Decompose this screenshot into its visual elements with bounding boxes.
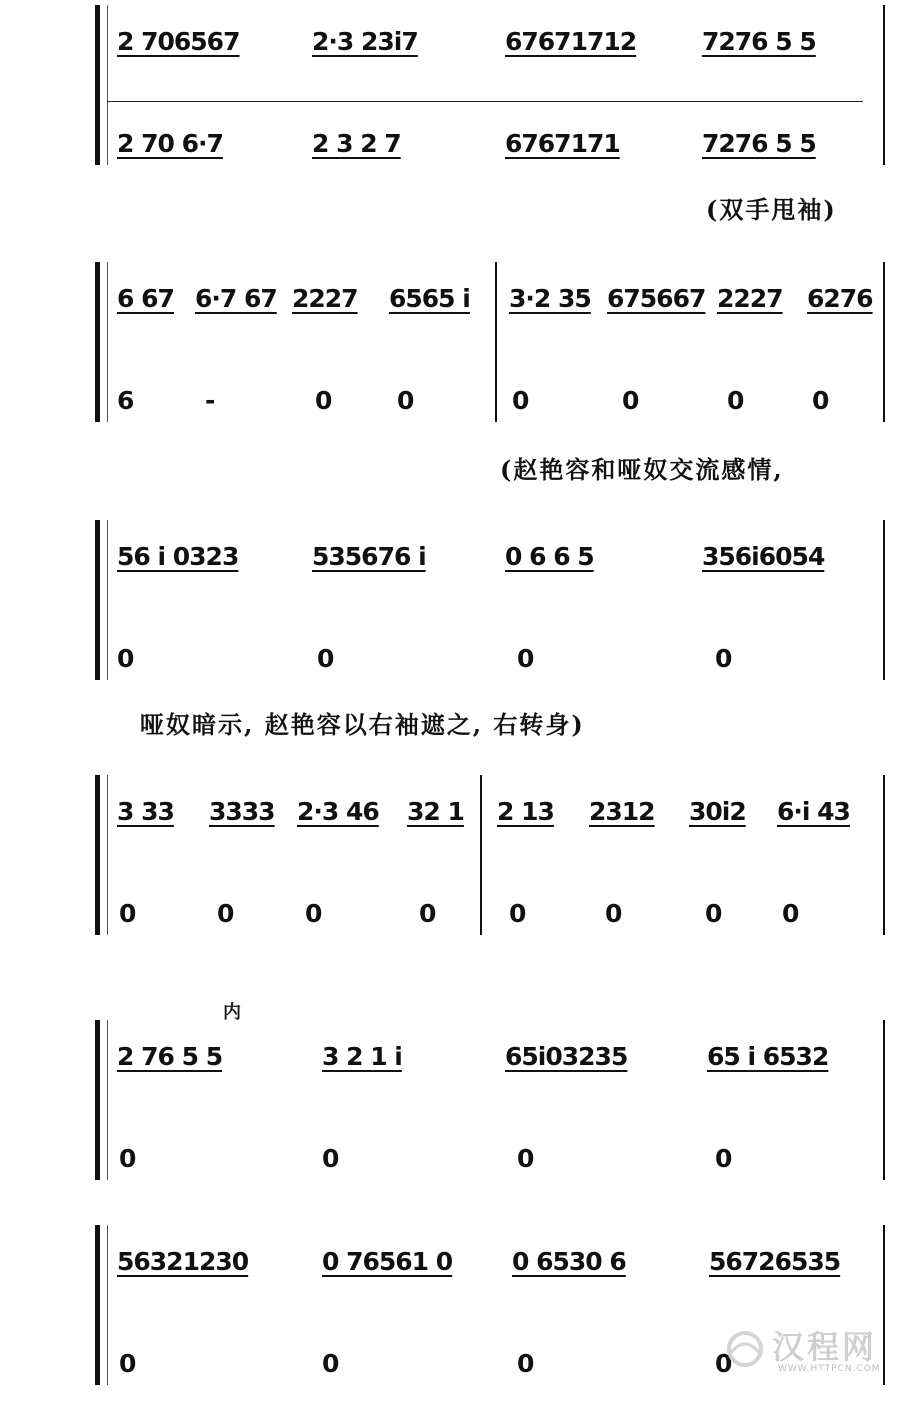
end-barline — [883, 520, 885, 680]
system-brace — [95, 520, 112, 680]
measure: 0 — [715, 1349, 732, 1378]
measure: 2 76 5 5 — [117, 1042, 223, 1071]
measure: 0 — [419, 899, 436, 928]
score-system-5 — [95, 1002, 885, 1180]
measure: 2227 — [717, 284, 783, 313]
measure: 6·7 67 — [195, 284, 277, 313]
measure: 7276 5 5 — [702, 27, 816, 56]
system-brace — [95, 1020, 112, 1180]
measure: 56 i 0323 — [117, 542, 239, 571]
measure: 3333 — [209, 797, 275, 826]
measure: 2·3 23i7 — [312, 27, 418, 56]
measure: 2227 — [292, 284, 358, 313]
score-system-2 — [95, 262, 885, 422]
measure: 56321230 — [117, 1247, 249, 1276]
system-brace — [95, 5, 112, 165]
measure: 0 76561 0 — [322, 1247, 453, 1276]
score-system-1 — [95, 5, 885, 165]
measure: 0 — [315, 386, 332, 415]
measure: 0 — [605, 899, 622, 928]
measure: 6767171 — [505, 129, 620, 158]
measure: 675667 — [607, 284, 706, 313]
end-barline — [883, 262, 885, 422]
measure: 65i03235 — [505, 1042, 628, 1071]
measure: 0 — [782, 899, 799, 928]
system-brace — [95, 1225, 112, 1385]
measure: 2 706567 — [117, 27, 240, 56]
site-watermark — [720, 1320, 890, 1380]
measure: 2312 — [589, 797, 655, 826]
measure: 6276 — [807, 284, 873, 313]
measure: 0 — [727, 386, 744, 415]
stage-direction: (双手甩袖) — [706, 195, 837, 224]
watermark-logo-icon — [720, 1324, 770, 1374]
measure: 0 — [322, 1144, 339, 1173]
performance-mark: 内 — [223, 1002, 241, 1023]
measure: 356i6054 — [702, 542, 825, 571]
measure: 2 70 6·7 — [117, 129, 223, 158]
stage-direction: (赵艳容和哑奴交流感情, — [500, 455, 784, 484]
staff-separator-line — [107, 101, 863, 102]
measure: 0 — [812, 386, 829, 415]
score-system-3 — [95, 520, 885, 680]
measure: 0 — [715, 1144, 732, 1173]
measure: 2 13 — [497, 797, 554, 826]
measure: 2 3 2 7 — [312, 129, 401, 158]
measure: 0 — [622, 386, 639, 415]
measure: 0 — [397, 386, 414, 415]
measure: 30i2 — [689, 797, 746, 826]
measure: 0 — [217, 899, 234, 928]
measure: 0 — [517, 644, 534, 673]
score-system-4 — [95, 775, 885, 935]
measure: 0 — [117, 644, 134, 673]
measure: 0 — [517, 1349, 534, 1378]
measure: 535676 i — [312, 542, 426, 571]
measure: 0 — [322, 1349, 339, 1378]
measure: 0 — [517, 1144, 534, 1173]
measure: 0 — [119, 1349, 136, 1378]
measure: 7276 5 5 — [702, 129, 816, 158]
measure: 2·3 46 — [297, 797, 379, 826]
measure: 65 i 6532 — [707, 1042, 829, 1071]
measure: 0 — [715, 644, 732, 673]
measure: 0 — [305, 899, 322, 928]
measure: 6 — [117, 386, 134, 415]
measure: 0 6 6 5 — [505, 542, 594, 571]
watermark-url: WWW.HTTPCN.COM — [778, 1364, 881, 1374]
measure: 3 33 — [117, 797, 174, 826]
measure: 0 — [119, 1144, 136, 1173]
measure: 0 — [512, 386, 529, 415]
end-barline — [883, 775, 885, 935]
measure: 6·i 43 — [777, 797, 850, 826]
measure: 0 — [509, 899, 526, 928]
watermark-text: 汉程网 — [772, 1328, 878, 1366]
measure: 6565 i — [389, 284, 470, 313]
end-barline — [883, 5, 885, 165]
measure: 0 — [317, 644, 334, 673]
stage-direction: 哑奴暗示, 赵艳容以右袖遮之, 右转身) — [140, 710, 585, 739]
measure: 32 1 — [407, 797, 464, 826]
measure: - — [205, 386, 215, 415]
measure: 0 — [705, 899, 722, 928]
measure: 56726535 — [709, 1247, 841, 1276]
measure: 0 — [119, 899, 136, 928]
measure: 3·2 35 — [509, 284, 591, 313]
measure: 0 6530 6 — [512, 1247, 626, 1276]
measure: 6 67 — [117, 284, 174, 313]
system-brace — [95, 775, 112, 935]
end-barline — [883, 1020, 885, 1180]
measure: 3 2 1 i — [322, 1042, 402, 1071]
system-brace — [95, 262, 112, 422]
measure: 67671712 — [505, 27, 637, 56]
